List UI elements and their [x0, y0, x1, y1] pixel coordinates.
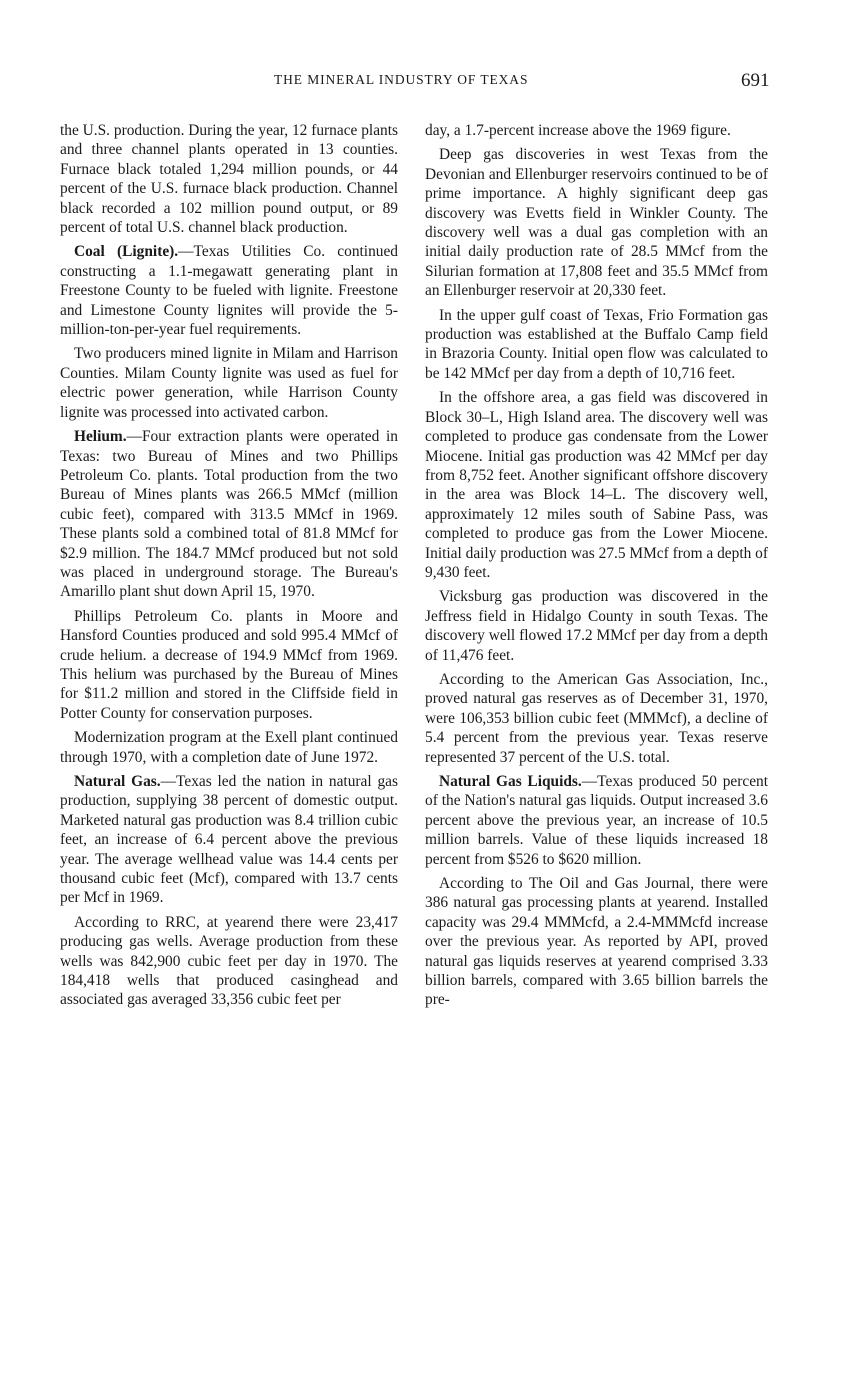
- paragraph-vicksburg: Vicksburg gas production was discovered in the Jeffress field in Hidalgo County in south Texas. The discovery well flowed 17.2 MMcf per day from a depth of 11,476 feet.: [425, 588, 768, 664]
- running-title: THE MINERAL INDUSTRY OF TEXAS: [274, 72, 529, 87]
- paragraph-lignite-producers: Two producers mined lignite in Milam and Harrison Counties. Milam County lignite was used as fuel for electric power generation, while Harrison County lignite was processed into activated carbon.: [60, 345, 398, 421]
- paragraph-oil-gas-journal: According to The Oil and Gas Journal, there were 386 natural gas processing plants at yearend. Installed capacity was 29.4 MMMcfd, a 2.4-MMMcfd increase over the previous year. As reported by API, proved natural gas liquids reserves at yearend comprised 3.33 billion barrels, compared with 3.65 billion barrels the pre-: [425, 875, 768, 1009]
- paragraph-deep-gas: Deep gas discoveries in west Texas from the Devonian and Ellenburger reservoirs continued to be of prime importance. A highly significant deep gas discovery was Evetts field in Winkler County. The discovery well was a dual gas completion with an initial daily production rate of 28.5 MMcf from the Silurian formation at 17,808 feet and 35.5 MMcf from an Ellenburger reservoir at 20,330 feet.: [425, 146, 768, 300]
- paragraph-helium-text: —Four extraction plants were operated in Texas: two Bureau of Mines and two Phillips Petroleum Co. plants. Total production from the two Bureau of Mines plants was 266.5 MMcf (million cubic feet), compared with 313.5 MMcf in 1969. These plants sold a combined total of 81.8 MMcf for $2.9 million. The 184.7 MMcf produced but not sold was placed in underground storage. The Bureau's Amarillo plant shut down April 15, 1970.: [60, 428, 398, 601]
- page-header: [0, 70, 848, 96]
- paragraph-ngl-text: —Texas produced 50 percent of the Nation's natural gas liquids. Output increased 3.6 percent above the previous year, an increase of 10.5 million barrels. Value of these liquids increased 18 percent from $526 to $620 million.: [425, 773, 769, 868]
- paragraph-rrc: According to RRC, at yearend there were 23,417 producing gas wells. Average production from these wells was 842,900 cubic feet per day in 1970. The 184,418 wells that produced casinghead and associated gas averaged 33,356 cubic feet per: [60, 913, 398, 1009]
- page-number: 691: [741, 70, 770, 91]
- section-heading-ngl: Natural Gas Liquids.: [439, 773, 582, 790]
- paragraph-aga-reserves: According to the American Gas Association, Inc., proved natural gas reserves as of December 31, 1970, were 106,353 billion cubic feet (MMMcf), a decline of 5.4 percent from the previous year. Texas reserve represented 37 percent of the U.S. total.: [425, 670, 768, 766]
- paragraph-modernization: Modernization program at the Exell plant continued through 1970, with a completion date of June 1972.: [60, 729, 398, 766]
- paragraph-helium: [60, 427, 398, 602]
- paragraph-coal: [60, 242, 398, 339]
- paragraph-natural-gas: [60, 772, 398, 908]
- right-column: [425, 121, 768, 1015]
- paragraph-natural-gas-text: —Texas led the nation in natural gas production, supplying 38 percent of domestic output. Marketed natural gas production was 8.4 trillion cubic feet, an increase of 6.4 percent above the previous year. The average wellhead value was 14.4 cents per thousand cubic feet (Mcf), compared with 13.7 cents per Mcf in 1969.: [60, 773, 398, 907]
- paragraph-carbon-black: the U.S. production. During the year, 12 furnace plants and three channel plants operated in 13 counties. Furnace black totaled 1,294 million pounds, or 44 percent of the U.S. furnace black production. Channel black recorded a 102 million pound output, or 89 percent of total U.S. channel black production.: [60, 122, 398, 237]
- section-heading-coal: Coal (Lignite).: [74, 243, 179, 261]
- paragraph-phillips: Phillips Petroleum Co. plants in Moore and Hansford Counties produced and sold 995.4 MMcf of crude helium. a decrease of 194.9 MMcf from 1969. This helium was purchased by the Bureau of Mines for $11.2 million and stored in the Cliffside field in Potter County for conservation purposes.: [60, 607, 398, 722]
- paragraph-offshore: In the offshore area, a gas field was discovered in Block 30–L, High Island area. The discovery well was completed to produce gas condensate from the Lower Miocene. Initial gas production was 42 MMcf per day from 8,752 feet. Another significant offshore discovery in the area was Block 14–L. The discovery well, approximately 12 miles south of Sabine Pass, was completed to produce gas from the Lower Miocene. Initial daily production was 27.5 MMcf from a depth of 9,430 feet.: [425, 389, 768, 581]
- paragraph-ngl: [425, 772, 768, 869]
- paragraph-gulf-coast: In the upper gulf coast of Texas, Frio Formation gas production was established at the Buffalo Camp field in Brazoria County. Initial open flow was calculated to be 142 MMcf per day from a depth of 10,716 feet.: [425, 306, 768, 382]
- left-column: [60, 121, 398, 1015]
- section-heading-natural-gas: Natural Gas.: [74, 773, 161, 790]
- section-heading-helium: Helium.: [74, 428, 127, 446]
- paragraph-continuation: day, a 1.7-percent increase above the 1969 figure.: [425, 122, 731, 139]
- paragraph-coal-text: —Texas Utilities Co. continued constructing a 1.1-megawatt generating plant in Freestone County to be fueled with lignite. Freestone and Limestone County lignites will provide the 5-million-ton-per-year fuel requirements.: [60, 243, 398, 339]
